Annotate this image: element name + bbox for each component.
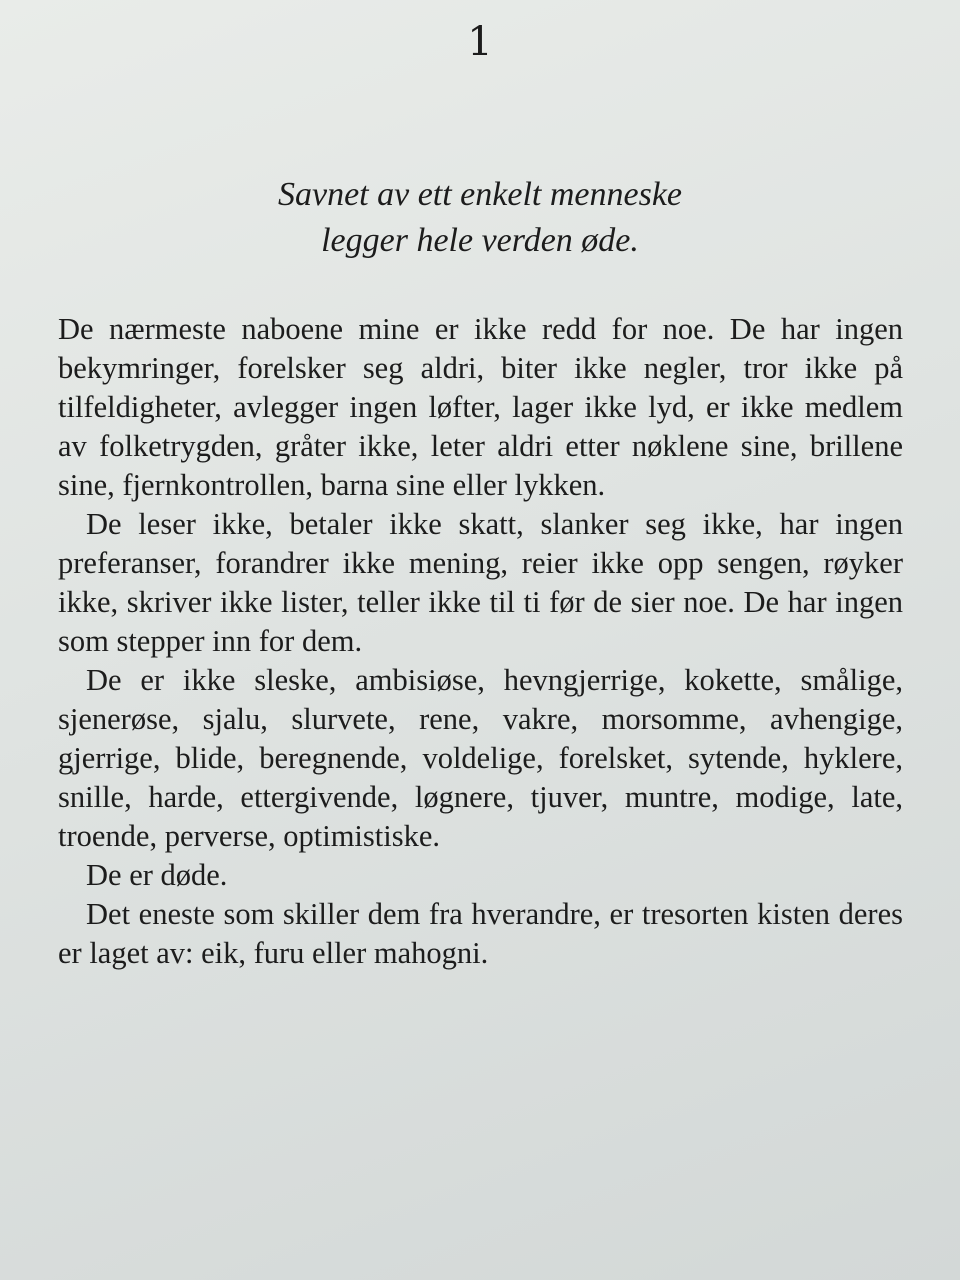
paragraph-1: De nærmeste naboene mine er ikke redd for noe. De har ingen bekymringer, forelsker seg aldri, biter ikke negler, tror ikke på tilfeldigheter, avlegger ingen løfter, lager ikke lyd, er ikke medlem av folketrygden, gråter ikke, leter aldri etter nøklene sine, brillene sine, fjernkontrollen, barna sine eller lykken. xyxy=(58,312,903,502)
epigraph-line-1: Savnet av ett enkelt menneske xyxy=(277,176,682,213)
paragraph-2: De leser ikke, betaler ikke skatt, slanker seg ikke, har ingen preferanser, forandrer ikke mening, reier ikke opp sengen, røyker ikke, skriver ikke lister, teller ikke til ti før de sier noe. De har ingen som stepper inn for dem. xyxy=(58,507,903,658)
chapter-number: 1 xyxy=(467,19,493,65)
paragraph-5: Det eneste som skiller dem fra hverandre, er tresorten kisten deres er laget av: eik, furu eller mahogni. xyxy=(58,897,903,970)
epigraph-line-2: legger hele verden øde. xyxy=(321,222,639,259)
body-text xyxy=(58,310,903,973)
paragraph-3: De er ikke sleske, ambisiøse, hevngjerrige, kokette, smålige, sjenerøse, sjalu, slurvete, rene, vakre, morsomme, avhengige, gjerrige, blide, beregnende, voldelige, forelsket, sytende, hyklere, snille, harde, ettergivende, løgnere, tjuver, muntre, modige, late, troende, perverse, optimistiske. xyxy=(58,663,903,853)
paragraph-4: De er døde. xyxy=(86,858,228,892)
epigraph xyxy=(0,172,960,264)
